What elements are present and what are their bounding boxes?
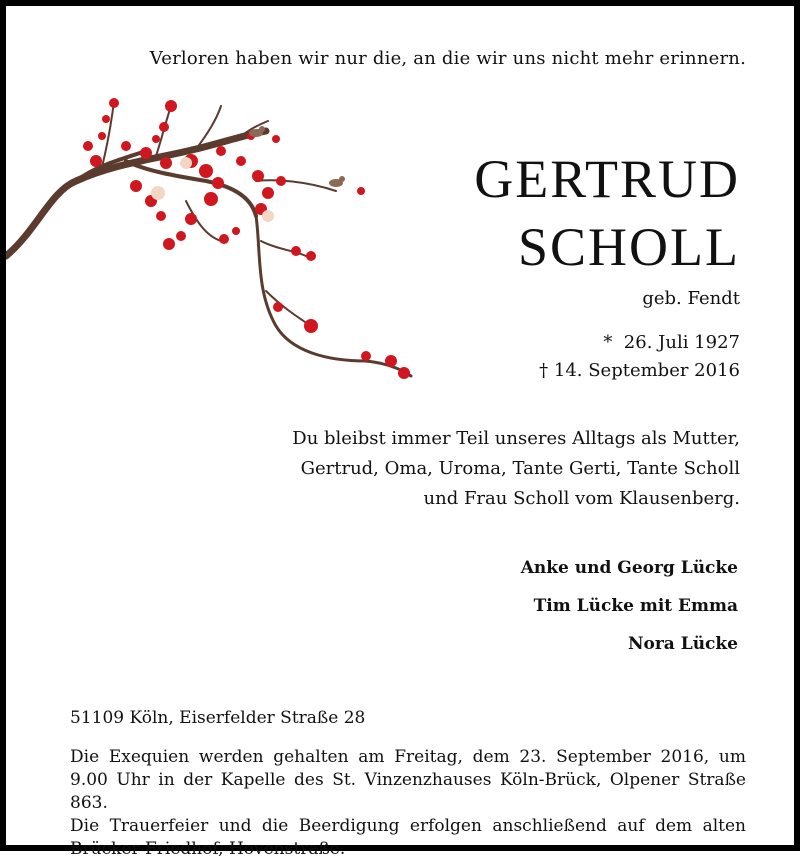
mourner-name: Tim Lücke mit Emma — [533, 596, 738, 616]
deceased-last-name: SCHOLL — [517, 217, 740, 277]
tribute-text — [220, 424, 740, 514]
funeral-paragraph: Die Exequien werden gehalten am Freitag, dem 23. September 2016, um 9.00 Uhr in der Kapelle des St. Vinzenzhauses Köln-Brück, Olpener Straße 863. — [70, 747, 746, 813]
funeral-paragraph: Die Trauerfeier und die Beerdigung erfolgen anschließend auf dem alten Brücker Friedhof, Hovenstraße. — [70, 816, 746, 859]
tribute-line: Du bleibst immer Teil unseres Alltags als Mutter, — [292, 428, 740, 449]
deceased-first-name: GERTRUD — [474, 149, 740, 209]
funeral-details — [70, 746, 746, 861]
mourner-name: Nora Lücke — [627, 634, 738, 654]
plum-blossom-branch-illustration — [6, 91, 426, 391]
death-date: † 14. September 2016 — [539, 360, 740, 381]
maiden-name: geb. Fendt — [642, 288, 740, 309]
birth-date: * 26. Juli 1927 — [603, 332, 740, 353]
mourner-name: Anke und Georg Lücke — [520, 558, 738, 578]
tribute-line: Gertrud, Oma, Uroma, Tante Gerti, Tante Scholl — [300, 458, 740, 479]
family-address: 51109 Köln, Eiserfelder Straße 28 — [70, 708, 366, 728]
motto: Verloren haben wir nur die, an die wir uns nicht mehr erinnern. — [149, 48, 746, 69]
tribute-line: und Frau Scholl vom Klausenberg. — [423, 488, 740, 509]
bird-icon — [249, 126, 265, 137]
